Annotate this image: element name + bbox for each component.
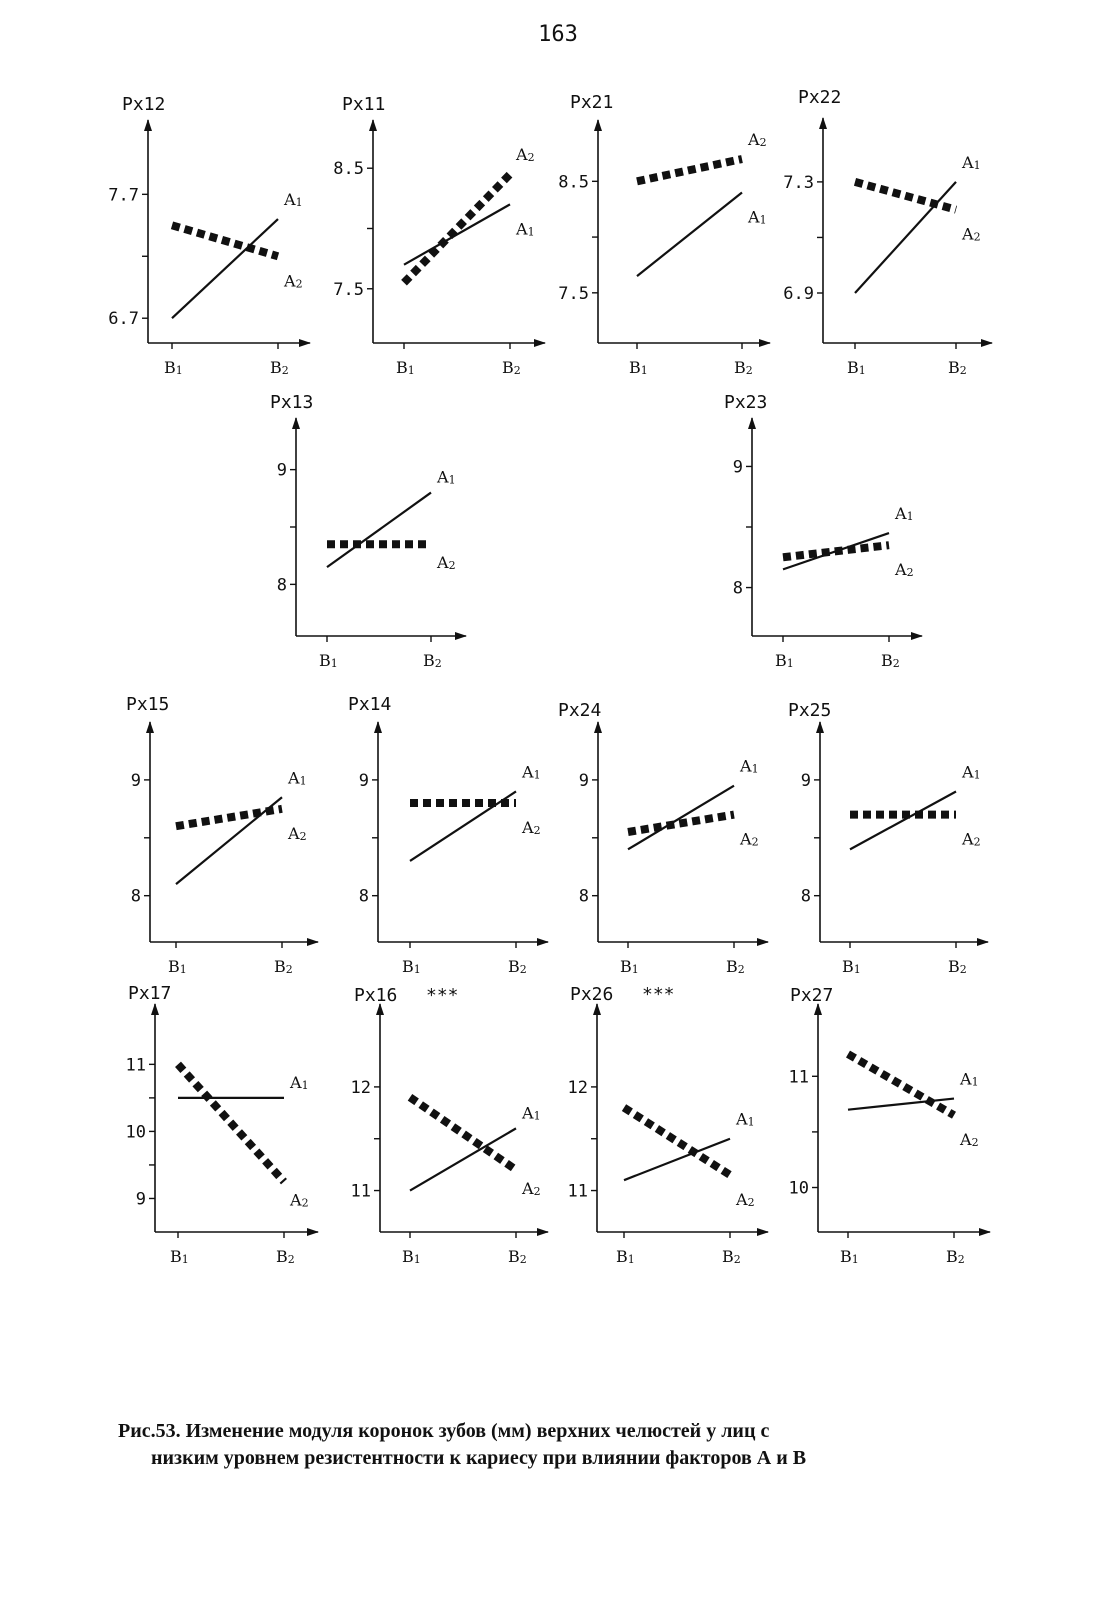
chart-panel-px25 <box>788 700 989 976</box>
series-label-a2: A2 <box>516 145 535 165</box>
x-tick-label: B1 <box>775 651 794 670</box>
y-tick-label: 12 <box>350 1077 371 1098</box>
series-line-a2 <box>848 1054 954 1115</box>
series-line-a2 <box>176 809 282 826</box>
x-axis-arrow-icon <box>307 938 319 946</box>
y-tick-label: 9 <box>800 770 811 791</box>
x-axis-arrow-icon <box>455 632 467 640</box>
series-label-a1: A1 <box>736 1109 755 1129</box>
series-label-a1: A1 <box>290 1072 309 1092</box>
caption-line1: Изменение модуля коронок зубов (мм) верхних челюстей у лиц с <box>185 1420 770 1442</box>
panel-title: Px24 <box>558 700 602 721</box>
x-tick-label: B1 <box>842 957 861 976</box>
x-axis-arrow-icon <box>299 339 311 347</box>
x-axis-arrow-icon <box>537 1228 549 1236</box>
x-tick-label: B1 <box>402 1247 421 1266</box>
x-tick-label: B1 <box>847 358 866 377</box>
y-tick-label: 11 <box>788 1067 809 1088</box>
x-axis-arrow-icon <box>757 1228 769 1236</box>
x-tick-label: B2 <box>948 358 967 377</box>
series-label-a1: A1 <box>740 756 759 776</box>
y-tick-label: 8 <box>358 886 369 907</box>
x-axis-arrow-icon <box>911 632 923 640</box>
x-axis-arrow-icon <box>977 938 989 946</box>
series-label-a2: A2 <box>960 1130 979 1150</box>
series-label-a2: A2 <box>736 1190 755 1209</box>
x-tick-label: B1 <box>319 651 338 670</box>
chart-panel-px26 <box>568 984 769 1266</box>
y-tick-label: 9 <box>130 770 141 791</box>
panel-title: Px11 <box>342 94 386 115</box>
y-tick-label: 10 <box>125 1122 146 1143</box>
y-tick-label: 6.9 <box>783 284 814 304</box>
significance-annotation: *** <box>426 985 459 1006</box>
y-tick-label: 8 <box>578 886 589 907</box>
chart-panel-px15 <box>126 694 319 976</box>
x-tick-label: B2 <box>948 957 967 976</box>
series-label-a1: A1 <box>284 190 303 210</box>
x-axis-arrow-icon <box>979 1228 991 1236</box>
y-tick-label: 7.5 <box>333 279 364 300</box>
panel-title: Px13 <box>270 392 314 413</box>
series-line-a1 <box>327 493 431 568</box>
y-axis-arrow-icon <box>594 119 602 131</box>
y-tick-label: 9 <box>135 1189 146 1210</box>
series-label-a1: A1 <box>962 762 981 782</box>
x-tick-label: B2 <box>734 358 753 377</box>
panel-title: Px27 <box>790 985 834 1006</box>
y-tick-label: 8 <box>130 886 141 907</box>
y-axis-arrow-icon <box>144 119 152 131</box>
y-axis-arrow-icon <box>374 721 382 733</box>
y-tick-label: 8 <box>276 575 287 596</box>
x-tick-label: B2 <box>502 358 521 377</box>
series-label-a1: A1 <box>895 504 914 524</box>
figure-caption <box>118 1418 1018 1472</box>
x-tick-label: B2 <box>270 358 289 377</box>
x-axis-arrow-icon <box>307 1228 319 1236</box>
y-tick-label: 8.5 <box>333 159 364 180</box>
panel-title: Px23 <box>724 392 768 413</box>
y-axis-arrow-icon <box>292 417 300 429</box>
x-tick-label: B1 <box>616 1247 635 1266</box>
series-line-a1 <box>850 791 956 849</box>
x-tick-label: B2 <box>946 1247 965 1266</box>
y-tick-label: 7.3 <box>783 172 814 193</box>
x-tick-label: B1 <box>840 1247 859 1266</box>
series-line-a2 <box>855 182 956 210</box>
x-tick-label: B1 <box>168 957 187 976</box>
x-tick-label: B1 <box>620 957 639 976</box>
page-number: 163 <box>538 22 578 47</box>
x-axis-arrow-icon <box>757 938 769 946</box>
x-tick-label: B2 <box>508 957 527 976</box>
y-tick-label: 9 <box>578 770 589 791</box>
chart-panel-px13 <box>270 392 467 670</box>
panel-title: Px21 <box>570 92 614 113</box>
series-line-a2 <box>783 545 889 557</box>
series-line-a2 <box>624 1108 730 1175</box>
y-axis-arrow-icon <box>151 1003 159 1015</box>
x-tick-label: B2 <box>508 1247 527 1266</box>
y-tick-label: 11 <box>567 1181 588 1202</box>
chart-panel-px27 <box>789 985 991 1266</box>
series-line-a2 <box>178 1064 284 1181</box>
y-tick-label: 7.5 <box>558 283 589 304</box>
panel-title: Px25 <box>788 700 832 721</box>
y-tick-label: 11 <box>125 1055 146 1076</box>
x-tick-label: B1 <box>396 358 415 377</box>
y-tick-label: 11 <box>350 1181 371 1202</box>
series-label-a2: A2 <box>522 1178 541 1198</box>
x-tick-label: B2 <box>274 957 293 976</box>
series-label-a2: A2 <box>895 560 914 580</box>
panel-title: Px15 <box>126 694 170 715</box>
caption-label: Рис.53. <box>118 1420 181 1442</box>
chart-panel-px22 <box>783 87 993 377</box>
caption-line2: низким уровнем резистентности к кариесу при влиянии факторов А и В <box>151 1447 807 1469</box>
panel-title: Px17 <box>128 983 172 1004</box>
x-tick-label: B1 <box>164 358 183 377</box>
panel-title: Px22 <box>798 87 842 108</box>
series-label-a2: A2 <box>962 829 981 849</box>
y-tick-label: 9 <box>358 770 369 791</box>
x-axis-arrow-icon <box>534 339 546 347</box>
y-tick-label: 6.7 <box>108 309 139 330</box>
series-label-a2: A2 <box>437 553 456 573</box>
series-label-a2: A2 <box>962 224 981 244</box>
y-axis-arrow-icon <box>748 417 756 429</box>
x-tick-label: B1 <box>402 957 421 976</box>
series-label-a1: A1 <box>962 152 981 172</box>
series-label-a2: A2 <box>288 823 307 843</box>
x-axis-arrow-icon <box>981 339 993 347</box>
panel-title: Px16 <box>354 985 398 1006</box>
chart-panel-px16 <box>351 985 549 1266</box>
series-line-a2 <box>404 174 510 282</box>
series-label-a1: A1 <box>522 1103 541 1123</box>
y-tick-label: 8 <box>800 886 811 907</box>
chart-panel-px21 <box>558 92 771 377</box>
x-tick-label: B2 <box>722 1247 741 1266</box>
x-tick-label: B2 <box>276 1247 295 1266</box>
chart-panel-px14 <box>348 694 549 976</box>
y-axis-arrow-icon <box>816 721 824 733</box>
x-tick-label: B1 <box>629 358 648 377</box>
series-label-a1: A1 <box>288 768 307 788</box>
series-line-a1 <box>624 1139 730 1180</box>
series-label-a2: A2 <box>522 818 541 838</box>
series-line-a2 <box>172 225 278 256</box>
series-label-a1: A1 <box>960 1069 979 1089</box>
y-axis-arrow-icon <box>369 119 377 131</box>
series-label-a1: A1 <box>748 207 767 227</box>
x-tick-label: B1 <box>170 1247 189 1266</box>
x-axis-arrow-icon <box>759 339 771 347</box>
x-tick-label: B2 <box>881 651 900 670</box>
y-axis-arrow-icon <box>594 721 602 733</box>
chart-panel-px24 <box>558 700 769 976</box>
y-tick-label: 9 <box>732 457 743 478</box>
y-tick-label: 9 <box>276 460 287 481</box>
x-axis-arrow-icon <box>537 938 549 946</box>
series-label-a1: A1 <box>437 467 456 487</box>
panel-title: Px12 <box>122 94 166 115</box>
panel-title: Px26 <box>570 984 614 1005</box>
series-label-a1: A1 <box>516 219 535 239</box>
series-label-a2: A2 <box>740 829 759 849</box>
chart-panel-px23 <box>724 392 923 670</box>
x-tick-label: B2 <box>726 957 745 976</box>
panel-title: Px14 <box>348 694 392 715</box>
series-label-a2: A2 <box>748 130 767 150</box>
chart-panel-px11 <box>333 94 546 377</box>
chart-panel-px12 <box>108 94 311 377</box>
y-tick-label: 10 <box>788 1178 809 1199</box>
x-tick-label: B2 <box>423 651 442 670</box>
series-line-a2 <box>637 159 742 181</box>
series-label-a2: A2 <box>290 1190 309 1210</box>
series-line-a1 <box>404 204 510 264</box>
series-label-a2: A2 <box>284 271 303 291</box>
series-label-a1: A1 <box>522 762 541 782</box>
significance-annotation: *** <box>642 984 675 1005</box>
y-axis-arrow-icon <box>146 721 154 733</box>
series-line-a1 <box>637 192 742 276</box>
y-tick-label: 8 <box>732 578 743 599</box>
y-axis-arrow-icon <box>819 117 827 129</box>
y-tick-label: 12 <box>567 1077 588 1098</box>
chart-panel-px17 <box>126 983 319 1266</box>
y-tick-label: 8.5 <box>558 172 589 193</box>
y-tick-label: 7.7 <box>108 185 139 206</box>
